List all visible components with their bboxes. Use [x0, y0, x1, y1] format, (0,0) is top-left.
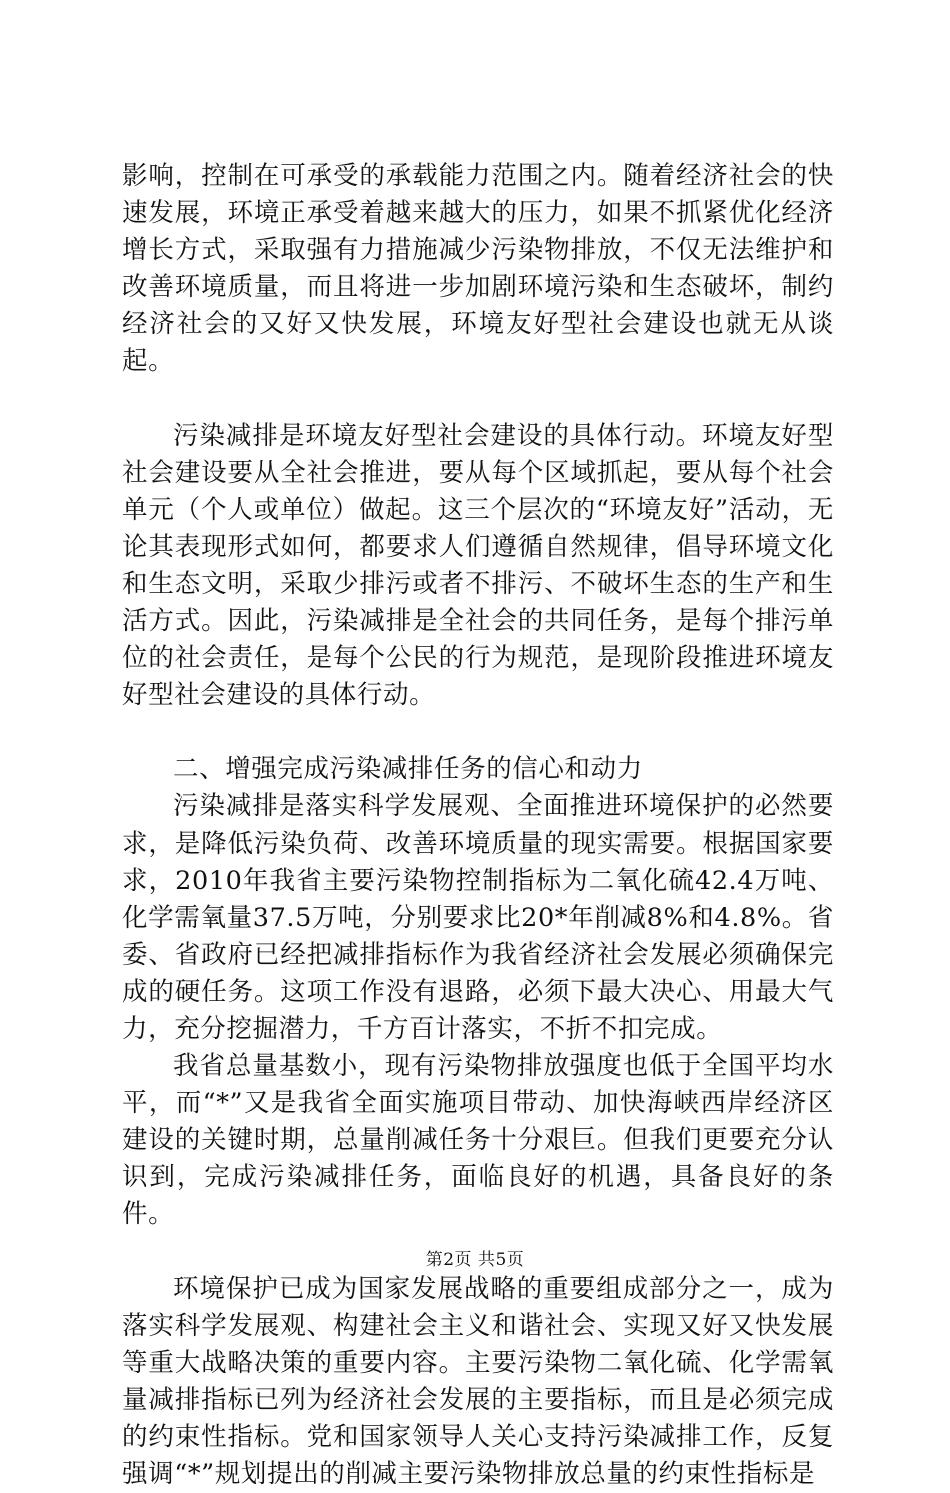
- document-body: [122, 158, 834, 1493]
- page-footer: 第2页 共5页: [425, 1250, 525, 1270]
- section-heading: 二、增强完成污染减排任务的信心和动力: [173, 754, 643, 785]
- paragraph-3: 污染减排是落实科学发展观、全面推进环境保护的必然要求，是降低污染负荷、改善环境质量的现实需要。根据国家要求，2010年我省主要污染物控制指标为二氧化硫42.4万吨、化学需氧量37.5万吨，分别要求比20*年削减8%和4.8%。省委、省政府已经把减排指标作为我省经济社会发展必须确保完成的硬任务。这项工作没有退路，必须下最大决心、用最大气力，充分挖掘潜力，千方百计落实，不折不扣完成。: [122, 791, 834, 1044]
- paragraph-5: 环境保护已成为国家发展战略的重要组成部分之一，成为落实科学发展观、构建社会主义和谐社会、实现又好又快发展等重大战略决策的重要内容。主要污染物二氧化硫、化学需氧量减排指标已列为经济社会发展的主要指标，而且是必须完成的约束性指标。党和国家领导人关心支持污染减排工作，反复强调“*”规划提出的削减主要污染物排放总量的约束性指标是: [122, 1273, 834, 1489]
- paragraph-1: 影响，控制在可承受的承载能力范围之内。随着经济社会的快速发展，环境正承受着越来越大的压力，如果不抓紧优化经济增长方式，采取强有力措施减少污染物排放，不仅无法维护和改善环境质量，而且将进一步加剧环境污染和生态破坏，制约经济社会的又好又快发展，环境友好型社会建设也就无从谈起。: [122, 161, 834, 377]
- paragraph-4: 我省总量基数小，现有污染物排放强度也低于全国平均水平，而“*”又是我省全面实施项目带动、加快海峡西岸经济区建设的关键时期，总量削减任务十分艰巨。但我们更要充分认识到，完成污染减排任务，面临良好的机遇，具备良好的条件。: [122, 1051, 834, 1230]
- paragraph-2: 污染减排是环境友好型社会建设的具体行动。环境友好型社会建设要从全社会推进，要从每个区域抓起，要从每个社会单元（个人或单位）做起。这三个层次的“环境友好”活动，无论其表现形式如何，都要求人们遵循自然规律，倡导环境文化和生态文明，采取少排污或者不排污、不破坏生态的生产和生活方式。因此，污染减排是全社会的共同任务，是每个排污单位的社会责任，是每个公民的行为规范，是现阶段推进环境友好型社会建设的具体行动。: [122, 420, 834, 711]
